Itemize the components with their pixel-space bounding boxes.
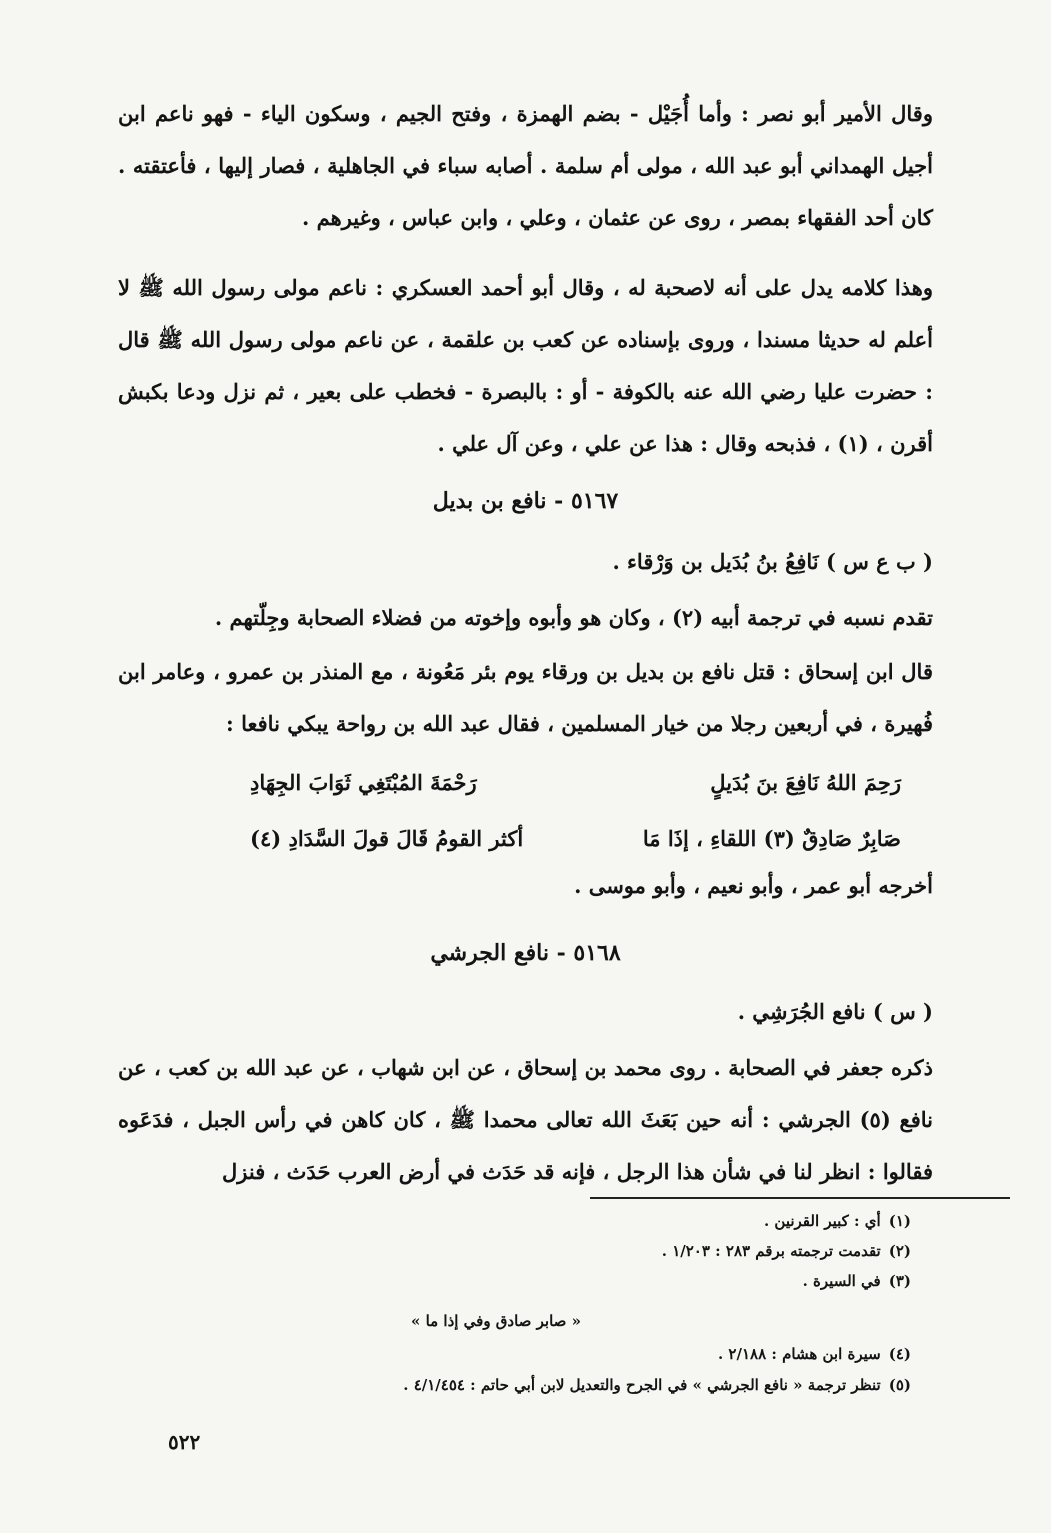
footnote-text: تنظر ترجمة « نافع الجرشي » في الجرح والتعديل لابن أبي حاتم : ٤/١/٤٥٤ . xyxy=(403,1376,881,1394)
footnote-number: (٥) xyxy=(888,1376,911,1394)
footnote-text: تقدمت ترجمته برقم ٢٨٣ : ١/٢٠٣ . xyxy=(661,1242,881,1260)
entry-tag-line-5167: ( ب ع س ) نَافِعُ بنُ بُدَيل بن وَرْقاء . xyxy=(612,549,933,574)
footnote-text: « صابر صادق وفي إذا ما » xyxy=(410,1312,581,1330)
entry-closing-5167: أخرجه أبو عمر ، وأبو نعيم ، وأبو موسى . xyxy=(574,873,933,898)
footnote-text: في السيرة . xyxy=(802,1272,881,1290)
paragraph-ajil: وقال الأمير أبو نصر : وأما أُجَيْل - بضم الهمزة ، وفتح الجيم ، وسكون الياء - فهو ناعم ابن أجيل الهمداني أبو عبد الله ، مولى أم سلمة . أصابه سباء في الجاهلية ، فصار إليها ، فأعتقته . كان أحد الفقهاء بمصر ، روى عن عثمان ، وعلي ، وابن عباس ، وغيرهم . xyxy=(118,101,933,230)
poem-verse-1-second-hemistich: رَحْمَةَ المُبْتَغِي ثَوَابَ الجِهَادِ xyxy=(250,770,477,795)
footnote-number: (٢) xyxy=(888,1242,911,1260)
footnote-4 xyxy=(718,1345,911,1363)
poem-verse-1-first-hemistich: رَحِمَ اللهُ نَافِعَ بنَ بُدَيلٍ xyxy=(710,770,901,795)
poem-verse-2 xyxy=(250,826,901,851)
entry-heading-5167: ٥١٦٧ - نافع بن بديل xyxy=(432,488,619,514)
entry-heading-5168: ٥١٦٨ - نافع الجرشي xyxy=(430,940,621,966)
poem-verse-1 xyxy=(250,770,901,795)
footnote-2 xyxy=(662,1242,911,1260)
footnote-3-quote xyxy=(411,1312,581,1330)
paragraph-askari: وهذا كلامه يدل على أنه لاصحبة له ، وقال أبو أحمد العسكري : ناعم مولى رسول الله ﷺ لا أعلم له حديثا مسندا ، وروى بإسناده عن كعب بن علقمة ، عن ناعم مولى رسول الله ﷺ قال : حضرت عليا رضي الله عنه بالكوفة - أو : بالبصرة - فخطب على بعير ، ثم نزل ودعا بكبش أقرن ، (١) ، فذبحه وقال : هذا عن علي ، وعن آل علي . xyxy=(118,275,933,456)
footnote-number: (١) xyxy=(888,1212,911,1230)
footnote-number: (٣) xyxy=(888,1272,911,1290)
page-number: ٥٢٢ xyxy=(168,1430,201,1454)
footnote-5 xyxy=(403,1376,911,1394)
entry-paragraph-lineage: تقدم نسبه في ترجمة أبيه (٢) ، وكان هو وأبوه وإخوته من فضلاء الصحابة وجِلّتهم . xyxy=(214,605,933,630)
poem-verse-2-second-hemistich: أكثر القومُ قَالَ قولَ السَّدَادِ (٤) xyxy=(250,826,524,851)
poem-verse-2-first-hemistich: صَابِرٌ صَادِقٌ (٣) اللقاءِ ، إذَا مَا xyxy=(642,826,901,851)
footnote-text: أي : كبير القرنين . xyxy=(763,1212,881,1230)
footnote-3 xyxy=(803,1272,911,1290)
footnote-number: (٤) xyxy=(888,1345,911,1363)
entry-tag-line-5168: ( س ) نافع الجُرَشِي . xyxy=(737,999,933,1024)
entry-paragraph-ibn-ishaq: قال ابن إسحاق : قتل نافع بن بديل بن ورقاء يوم بئر مَعُونة ، مع المنذر بن عمرو ، وعامر ابن فُهيرة ، في أربعين رجلا من خيار المسلمين ، فقال عبد الله بن رواحة يبكي نافعا : xyxy=(118,659,933,736)
footnote-text: سيرة ابن هشام : ٢/١٨٨ . xyxy=(717,1345,881,1363)
footnote-separator xyxy=(590,1197,1010,1199)
footnote-1 xyxy=(764,1212,911,1230)
entry-paragraph-jarashi: ذكره جعفر في الصحابة . روى محمد بن إسحاق ، عن ابن شهاب ، عن عبد الله بن كعب ، عن نافع (٥) الجرشي : أنه حين بَعَثَ الله تعالى محمدا ﷺ ، كان كاهن في رأس الجبل ، فدَعَوه فقالوا : انظر لنا في شأن هذا الرجل ، فإنه قد حَدَث في أرض العرب حَدَث ، فنزل xyxy=(118,1055,933,1184)
